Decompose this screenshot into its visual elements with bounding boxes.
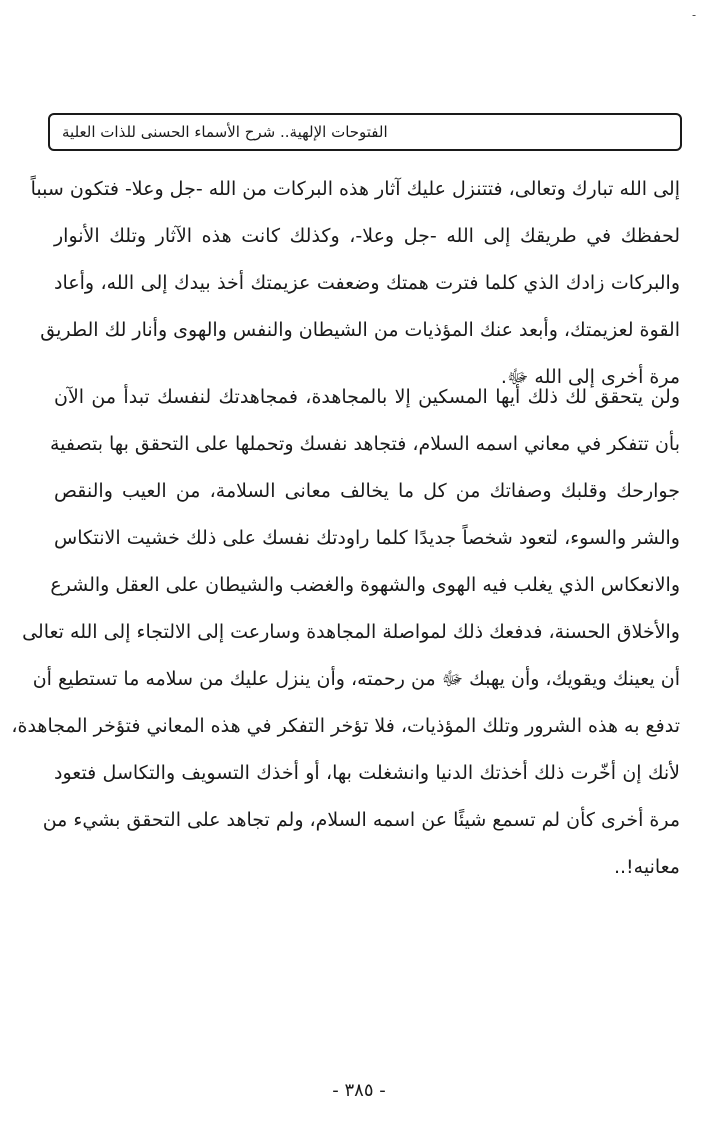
page-corner-mark: - xyxy=(691,8,696,22)
text-line: والشر والسوء، لتعود شخصاً جديدًا كلما راودتك نفسك على ذلك خشيت الانتكاس xyxy=(54,527,680,549)
header-title: الفتوحات الإلهية.. شرح الأسماء الحسنى للذات العلية xyxy=(62,123,388,141)
text-line: تدفع به هذه الشرور وتلك المؤذيات، فلا تؤخر التفكر في هذه المعاني فتؤخر المجاهدة، xyxy=(11,715,680,737)
text-line: إلى الله تبارك وتعالى، فتتنزل عليك آثار هذه البركات من الله -جل وعلا- فتكون سبباً xyxy=(30,178,680,200)
text-line: لأنك إن أخّرت ذلك أخذتك الدنيا وانشغلت بها، أو أخذك التسويف والتكاسل فتعود xyxy=(54,762,680,784)
text-line: مرة أخرى إلى الله ﷻ. xyxy=(500,366,680,388)
text-line: أن يعينك ويقويك، وأن يهبك ﷻ من رحمته، وأن ينزل عليك من سلامه ما تستطيع أن xyxy=(32,668,680,690)
running-header xyxy=(48,113,682,151)
text-line: ولن يتحقق لك ذلك أيها المسكين إلا بالمجاهدة، فمجاهدتك لنفسك تبدأ من الآن xyxy=(54,386,680,408)
text-line: معانيه!.. xyxy=(613,856,680,878)
text-line: مرة أخرى كأن لم تسمع شيئًا عن اسمه السلام، ولم تجاهد على التحقق بشيء من xyxy=(42,809,680,831)
text-line: جوارحك وقلبك وصفاتك من كل ما يخالف معانى السلامة، من العيب والنقص xyxy=(54,480,680,502)
paragraph-1 xyxy=(30,166,680,401)
text-line: لحفظك في طريقك إلى الله -جل وعلا-، وكذلك كانت هذه الآثار وتلك الأنوار xyxy=(54,225,680,247)
text-line: والبركات زادك الذي كلما فترت همتك وضعفت عزيمتك أخذ بيدك إلى الله، وأعاد xyxy=(54,272,680,294)
paragraph-2 xyxy=(11,374,680,891)
text-line: والانعكاس الذي يغلب فيه الهوى والشهوة والغضب والشيطان على العقل والشرع xyxy=(50,574,680,596)
text-line: بأن تتفكر في معاني اسمه السلام، فتجاهد نفسك وتحملها على التحقق بها بتصفية xyxy=(49,433,680,455)
page-number: - ٣٨٥ - xyxy=(332,1080,386,1101)
text-line: والأخلاق الحسنة، فدفعك ذلك لمواصلة المجاهدة وسارعت إلى الالتجاء إلى الله تعالى xyxy=(22,621,680,643)
text-line: القوة لعزيمتك، وأبعد عنك المؤذيات من الشيطان والنفس والهوى وأنار لك الطريق xyxy=(40,319,680,341)
